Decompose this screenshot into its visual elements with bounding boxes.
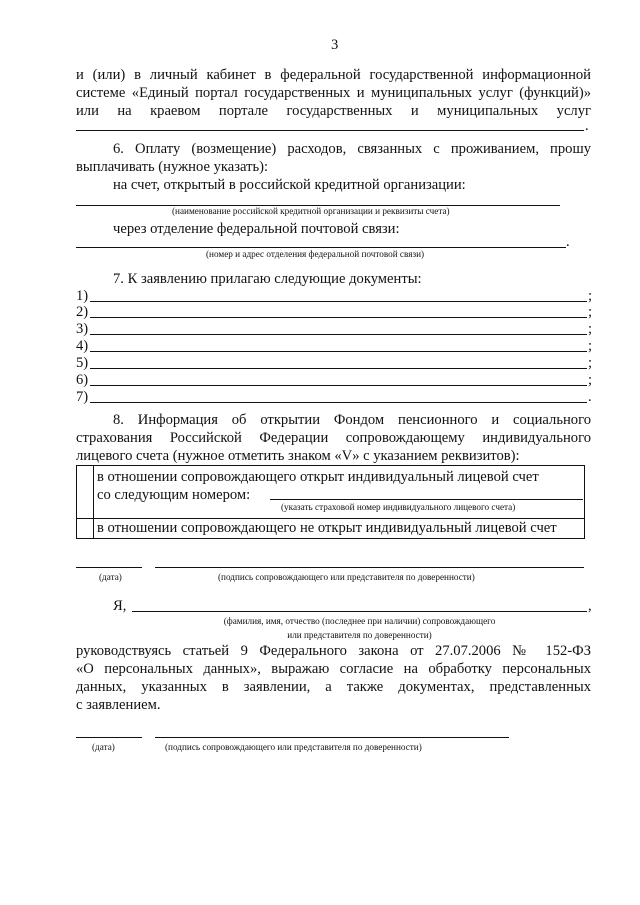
doc-item-number: 3): [76, 321, 89, 337]
bank-caption: (наименование российской кредитной организации и реквизиты счета): [172, 206, 450, 216]
doc-item-end: .: [588, 389, 592, 405]
account-options-table: [76, 465, 585, 539]
snils-caption: (указать страховой номер индивидуального лицевого счета): [281, 502, 516, 512]
consent-line-1: руководствуясь статьей 9 Федерального закона от 27.07.2006 № 152-ФЗ: [76, 643, 591, 659]
post-line-end: .: [566, 234, 570, 250]
section8-line-2: страхования Российской Федерации сопровождающему индивидуального: [76, 430, 591, 446]
doc-fill-line[interactable]: [90, 334, 587, 335]
consent-line-2: «О персональных данных», выражаю согласие на обработку персональных: [76, 661, 591, 677]
section6-line-1: 6. Оплату (возмещение) расходов, связанных с проживанием, прошу: [113, 141, 591, 157]
option-opened-line-2: со следующим номером:: [97, 487, 251, 503]
doc-item-end: ;: [588, 338, 593, 354]
doc-fill-line[interactable]: [90, 402, 587, 403]
option-not-opened-text: в отношении сопровождающего не открыт индивидуальный лицевой счет: [97, 520, 557, 536]
consent-line-4: с заявлением.: [76, 697, 161, 713]
doc-item-number: 2): [76, 304, 89, 320]
option-opened-line-1: в отношении сопровождающего открыт индивидуальный лицевой счет: [97, 469, 539, 485]
doc-fill-line[interactable]: [90, 301, 587, 302]
intro-line-1: и (или) в личный кабинет в федеральной государственной информационной: [76, 67, 591, 83]
date-caption: (дата): [92, 742, 115, 752]
doc-item-end: ;: [588, 355, 593, 371]
doc-item-number: 5): [76, 355, 89, 371]
doc-item-end: ;: [588, 372, 593, 388]
section7-heading: 7. К заявлению прилагаю следующие документы:: [113, 271, 422, 287]
doc-fill-line[interactable]: [90, 368, 587, 369]
option-account-not-opened: [94, 519, 585, 539]
intro-line-end: .: [585, 118, 589, 134]
date-fill-line[interactable]: [76, 737, 142, 738]
section8-line-1: 8. Информация об открытии Фондом пенсионного и социального: [113, 412, 591, 428]
doc-item-number: 6): [76, 372, 89, 388]
doc-fill-line[interactable]: [90, 351, 587, 352]
option-account-opened: [94, 466, 585, 519]
checkbox-account-opened[interactable]: [77, 466, 94, 519]
portal-fill-line[interactable]: [76, 130, 584, 131]
consent-line-3: данных, указанных в заявлении, а также документах, представленных: [76, 679, 591, 695]
snils-fill-line[interactable]: [270, 499, 583, 500]
doc-fill-line[interactable]: [90, 317, 587, 318]
date-fill-line[interactable]: [76, 567, 142, 568]
consent-ya-end: ,: [588, 598, 592, 614]
intro-line-2: системе «Единый портал государственных и муниципальных услуг (функций)»: [76, 85, 591, 101]
post-caption: (номер и адрес отделения федеральной почтовой связи): [206, 249, 425, 259]
doc-item-end: ;: [588, 288, 593, 304]
checkbox-account-not-opened[interactable]: [77, 519, 94, 539]
signature-caption: (подпись сопровождающего или представителя по доверенности): [218, 572, 475, 582]
doc-item-end: ;: [588, 321, 593, 337]
signature-caption: (подпись сопровождающего или представителя по доверенности): [165, 742, 422, 752]
page-number: 3: [331, 37, 339, 53]
intro-line-3: или на краевом портале государственных и муниципальных услуг: [76, 103, 591, 119]
post-fill-line[interactable]: [76, 247, 566, 248]
doc-item-number: 7): [76, 389, 89, 405]
bank-label: на счет, открытый в российской кредитной организации:: [113, 177, 466, 193]
consent-ya: Я,: [113, 598, 127, 614]
section8-line-3: лицевого счета (нужное отметить знаком «V» с указанием реквизитов):: [76, 448, 520, 464]
fullname-fill-line[interactable]: [132, 611, 587, 612]
signature-fill-line[interactable]: [155, 567, 584, 568]
doc-item-number: 1): [76, 288, 89, 304]
doc-fill-line[interactable]: [90, 385, 587, 386]
fullname-caption-1: (фамилия, имя, отчество (последнее при наличии) сопровождающего: [223, 616, 496, 626]
doc-item-end: ;: [588, 304, 593, 320]
doc-item-number: 4): [76, 338, 89, 354]
section6-line-2: выплачивать (нужное указать):: [76, 159, 269, 175]
fullname-caption-2: или представителя по доверенности): [287, 630, 432, 640]
signature-fill-line[interactable]: [155, 737, 509, 738]
post-label: через отделение федеральной почтовой связи:: [113, 221, 400, 237]
date-caption: (дата): [99, 572, 122, 582]
